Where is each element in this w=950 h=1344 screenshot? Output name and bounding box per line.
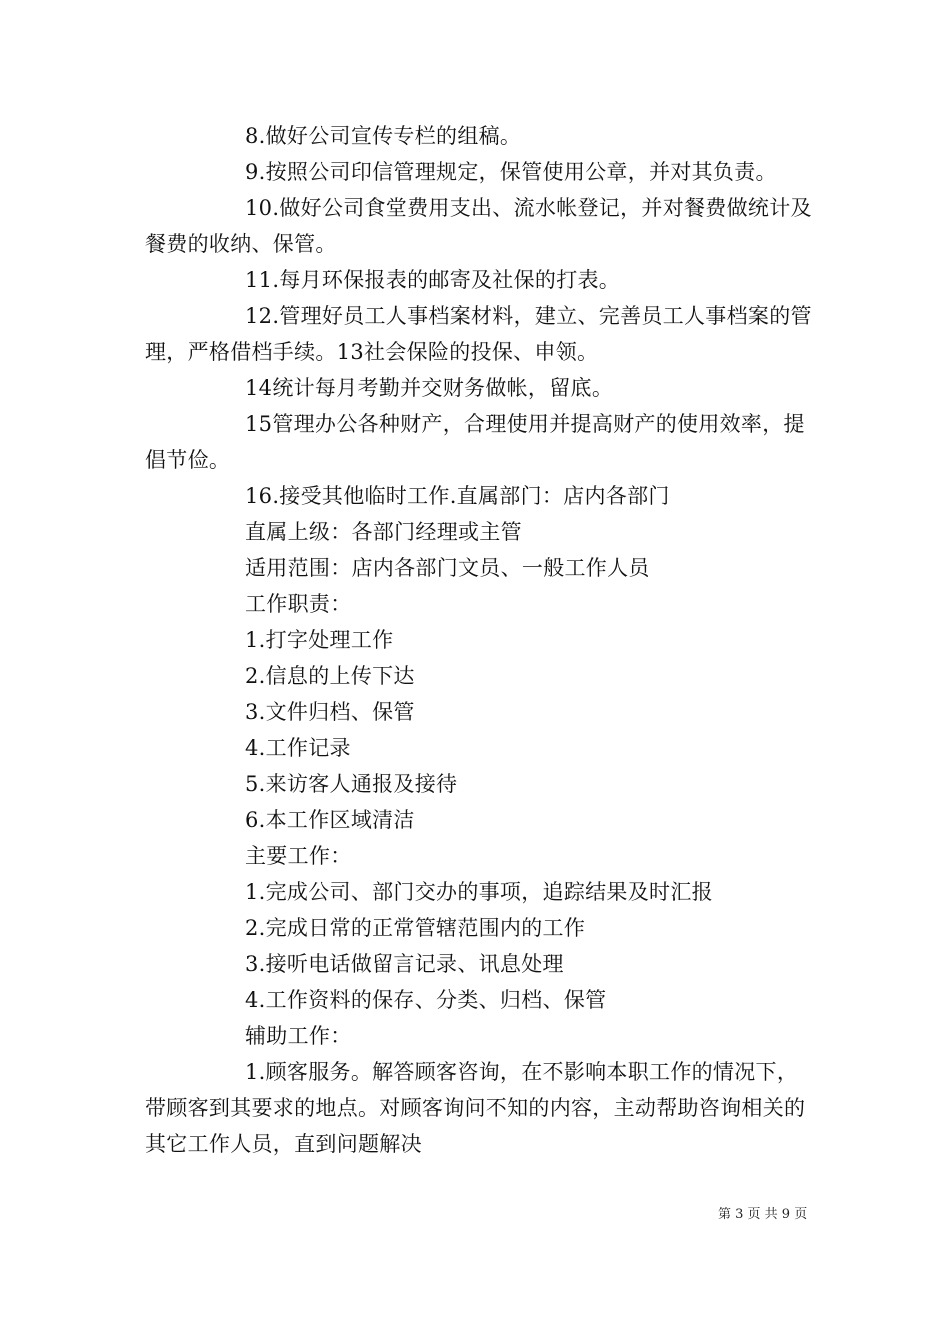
list-item: 3.文件归档、保管 (245, 700, 415, 724)
section-heading: 辅助工作： (245, 1024, 352, 1048)
list-item: 2.完成日常的正常管辖范围内的工作 (245, 916, 586, 940)
paragraph: 16.接受其他临时工作.直属部门：店内各部门 (245, 484, 670, 508)
list-item: 1.顾客服务。解答顾客咨询，在不影响本职工作的情况下，带顾客到其要求的地点。对顾客询问不知的内容，主动帮助咨询相关的其它工作人员，直到问题解决 (145, 1060, 806, 1156)
list-item: 3.接听电话做留言记录、讯息处理 (245, 952, 564, 976)
list-item: 4.工作资料的保存、分类、归档、保管 (245, 988, 607, 1012)
paragraph: 14统计每月考勤并交财务做帐，留底。 (245, 376, 614, 400)
list-item: 5.来访客人通报及接待 (245, 772, 458, 796)
paragraph: 12.管理好员工人事档案材料，建立、完善员工人事档案的管理，严格借档手续。13社会保险的投保、申领。 (145, 304, 812, 364)
paragraph: 15管理办公各种财产，合理使用并提高财产的使用效率，提倡节俭。 (145, 412, 805, 472)
list-item: 1.完成公司、部门交办的事项，追踪结果及时汇报 (245, 880, 713, 904)
section-heading: 工作职责： (245, 592, 352, 616)
paragraph: 8.做好公司宣传专栏的组稿。 (245, 124, 522, 148)
list-item: 6.本工作区域清洁 (245, 808, 415, 832)
paragraph: 11.每月环保报表的邮寄及社保的打表。 (245, 268, 621, 292)
list-item: 2.信息的上传下达 (245, 664, 415, 688)
page-number-footer: 第 3 页 共 9 页 (718, 1207, 808, 1222)
list-item: 4.工作记录 (245, 736, 351, 760)
paragraph: 9.按照公司印信管理规定，保管使用公章，并对其负责。 (245, 160, 777, 184)
paragraph: 直属上级：各部门经理或主管 (245, 520, 522, 544)
paragraph: 适用范围：店内各部门文员、一般工作人员 (245, 556, 650, 580)
document-body (145, 118, 813, 1162)
paragraph: 10.做好公司食堂费用支出、流水帐登记，并对餐费做统计及餐费的收纳、保管。 (145, 196, 812, 256)
section-heading: 主要工作： (245, 844, 352, 868)
list-item: 1.打字处理工作 (245, 628, 394, 652)
